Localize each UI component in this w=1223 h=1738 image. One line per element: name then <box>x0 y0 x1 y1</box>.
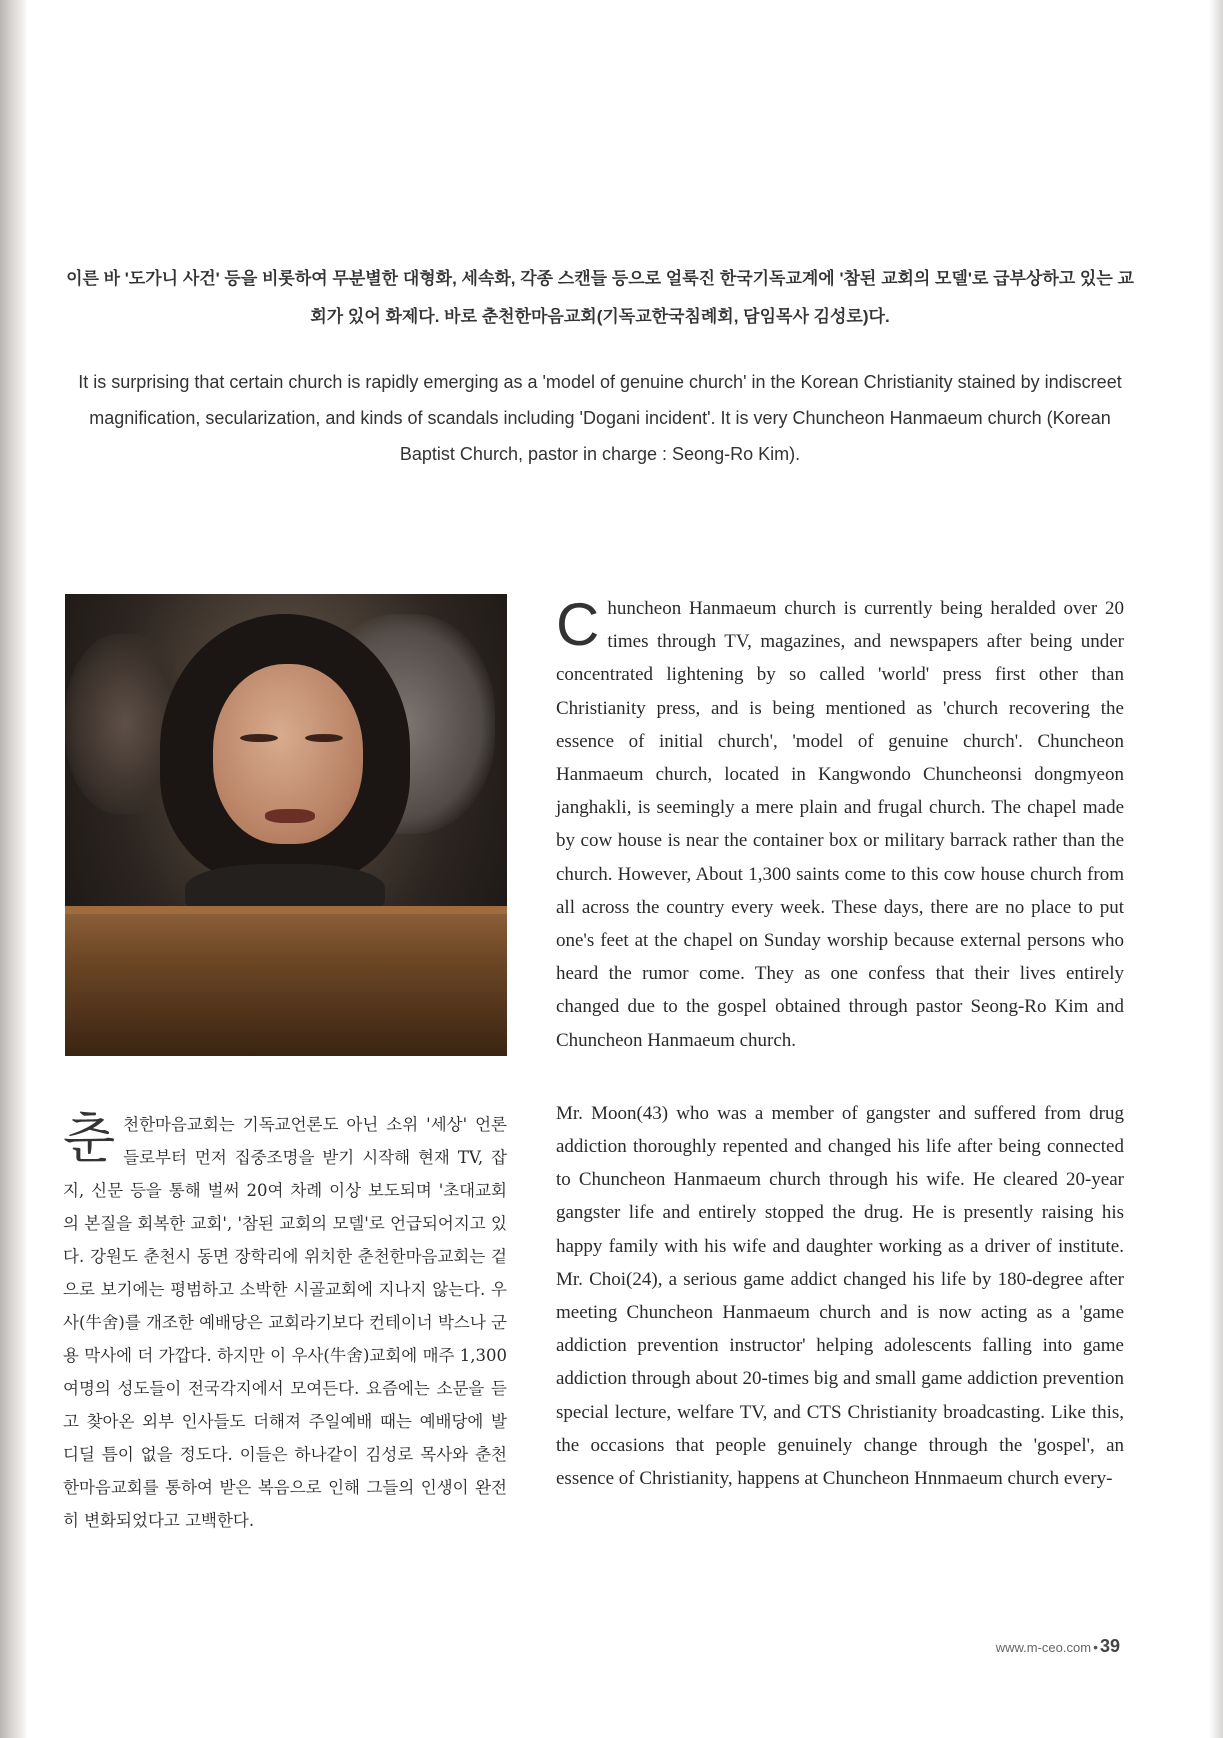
photo-eye <box>305 734 343 742</box>
photo-mouth <box>265 809 315 823</box>
intro-korean: 이른 바 '도가니 사건' 등을 비롯하여 무분별한 대형화, 세속화, 각종 스캔들 등으로 얼룩진 한국기독교계에 '참된 교회의 모델'로 급부상하고 있는 교회가 있어 화제다. 바로 춘천한마음교회(기독교한국침례회, 담임목사 김성로)다. <box>66 269 1134 326</box>
footer-url: www.m-ceo.com <box>995 1640 1092 1655</box>
photo-eye <box>240 734 278 742</box>
footer-separator: • <box>1093 1639 1098 1655</box>
korean-dropcap: 춘 <box>63 1107 116 1170</box>
page-footer <box>996 1636 1120 1657</box>
photo-pew <box>65 914 507 1056</box>
english-paragraph-1 <box>556 592 1124 1057</box>
korean-article-column <box>63 1108 507 1537</box>
page-edge-shadow <box>1209 0 1223 1738</box>
photo-praying-girl <box>65 594 507 1056</box>
intro-block <box>60 260 1140 472</box>
english-paragraph-2: Mr. Moon(43) who was a member of gangster and suffered from drug addiction thoroughly repented and changed his life after being connected to Chuncheon Hanmaeum church through his wife. He cleared 20-year gangster life and entirely stopped the drug. He is presently raising his happy family with his wife and daughter working as a driver of institute. Mr. Choi(24), a serious game addict changed his life by 180-degree after meeting Chuncheon Hanmaeum church and is now acting as a 'game addiction prevention instructor' helping adolescents falling into game addiction through about 20-times big and small game addiction prevention special lecture, welfare TV, and CTS Christianity broadcasting. Like this, the occasions that people genuinely change through the 'gospel', an essence of Christianity, happens at Chuncheon Hnnmaeum church every- <box>556 1102 1124 1490</box>
page-spine-shadow <box>0 0 28 1738</box>
page-number: 39 <box>1099 1636 1120 1656</box>
english-paragraph-1-text: huncheon Hanmaeum church is currently being heralded over 20 times through TV, magazines, and newspapers after being under concentrated lightening by so called 'world' press first other than Christianity press, and is being mentioned as 'church recovering the essence of initial church', 'model of genuine church'. Chuncheon Hanmaeum church, located in Kangwondo Chuncheonsi dongmyeon janghakli, is seemingly a mere plain and frugal church. The chapel made by cow house is near the container box or military barrack rather than the church. However, About 1,300 saints come to this cow house church from all across the country every week. These days, there are no place to put one's feet at the chapel on Sunday worship because external persons who heard the rumor come. They as one confess that their lives entirely changed due to the gospel obtained through pastor Seong-Ro Kim and Chuncheon Hanmaeum church. <box>556 598 1124 1051</box>
english-article-column <box>556 592 1124 1495</box>
english-dropcap: C <box>556 591 600 658</box>
korean-article-text: 천한마음교회는 기독교언론도 아닌 소위 '세상' 언론들로부터 먼저 집중조명을 받기 시작해 현재 TV, 잡지, 신문 등을 통해 벌써 20여 차례 이상 보도되며 '초대교회의 본질을 회복한 교회', '참된 교회의 모델'로 언급되어지고 있다. 강원도 춘천시 동면 장학리에 위치한 춘천한마음교회는 겉으로 보기에는 평범하고 소박한 시골교회에 지나지 않는다. 우사(牛舍)를 개조한 예배당은 교회라기보다 컨테이너 박스나 군용 막사에 더 가깝다. 하지만 이 우사(牛舍)교회에 매주 1,300여명의 성도들이 전국각지에서 모여든다. 요즘에는 소문을 듣고 찾아온 외부 인사들도 더해져 주일예배 때는 예배당에 발 디딜 틈이 없을 정도다. 이들은 하나같이 김성로 목사와 춘천한마음교회를 통하여 받은 복음으로 인해 그들의 인생이 완전히 변화되었다고 고백한다. <box>63 1115 507 1530</box>
intro-english: It is surprising that certain church is rapidly emerging as a 'model of genuine church' in the Korean Christianity stained by indiscreet magnification, secularization, and kinds of scandals including 'Dogani incident'. It is very Chuncheon Hanmaeum church (Korean Baptist Church, pastor in charge : Seong-Ro Kim). <box>78 372 1122 464</box>
korean-article-paragraph <box>63 1108 507 1537</box>
